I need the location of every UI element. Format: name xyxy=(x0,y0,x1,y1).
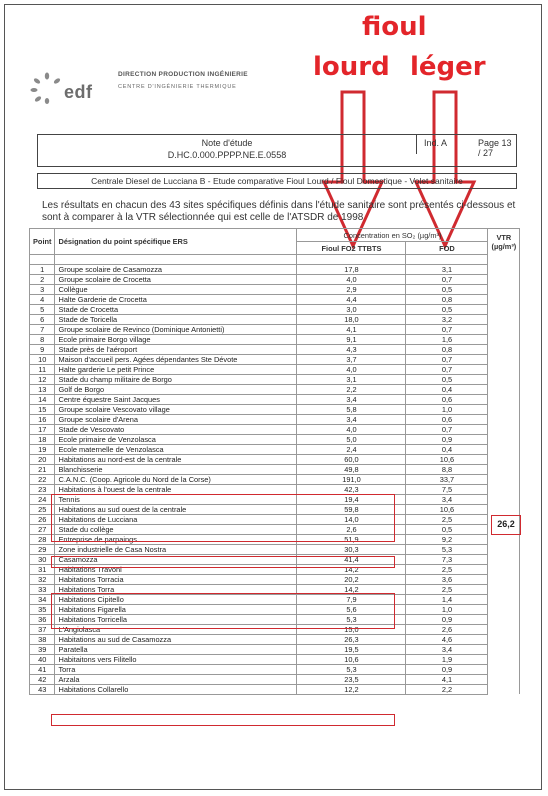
vtr-cell xyxy=(488,574,520,584)
designation-cell: Golf de Borgo xyxy=(55,384,297,394)
point-cell: 35 xyxy=(30,604,55,614)
table-row xyxy=(30,394,520,404)
fo2-value-cell: 26,3 xyxy=(297,634,406,644)
table-row xyxy=(30,284,520,294)
fo2-value-cell: 41,4 xyxy=(297,554,406,564)
fo2-value-cell: 2,4 xyxy=(297,444,406,454)
point-cell: 7 xyxy=(30,324,55,334)
vtr-cell xyxy=(488,274,520,284)
fod-value-cell: 10,6 xyxy=(406,454,488,464)
fo2-value-cell: 4,0 xyxy=(297,364,406,374)
fod-value-cell: 2,6 xyxy=(406,624,488,634)
fod-value-cell: 10,6 xyxy=(406,504,488,514)
fo2-value-cell: 4,1 xyxy=(297,324,406,334)
fo2-value-cell: 14,2 xyxy=(297,584,406,594)
fo2-value-cell: 20,2 xyxy=(297,574,406,584)
fod-value-cell: 3,4 xyxy=(406,644,488,654)
vtr-cell xyxy=(488,464,520,474)
fo2-value-cell: 5,0 xyxy=(297,434,406,444)
table-row xyxy=(30,304,520,314)
table-row xyxy=(30,574,520,584)
designation-cell: Ecole maternelle de Venzolasca xyxy=(55,444,297,454)
fod-value-cell: 4,6 xyxy=(406,634,488,644)
point-cell: 29 xyxy=(30,544,55,554)
fod-value-cell: 0,5 xyxy=(406,284,488,294)
point-cell: 6 xyxy=(30,314,55,324)
header-concentration: Concentration en SO₂ (µg/m³) xyxy=(297,229,488,242)
designation-cell: Arzala xyxy=(55,674,297,684)
fo2-value-cell: 42,3 xyxy=(297,484,406,494)
note-header xyxy=(37,134,517,167)
designation-cell: Groupe scolaire Vescovato village xyxy=(55,404,297,414)
annotation-leger: léger xyxy=(410,52,486,82)
designation-cell: Torra xyxy=(55,664,297,674)
header-divider xyxy=(416,135,417,154)
point-cell: 24 xyxy=(30,494,55,504)
annotation-lourd: lourd xyxy=(313,52,390,82)
point-cell: 14 xyxy=(30,394,55,404)
table-row xyxy=(30,544,520,554)
fod-value-cell: 0,4 xyxy=(406,384,488,394)
vtr-value-box: 26,2 xyxy=(491,515,521,535)
table-row xyxy=(30,264,520,274)
highlight-row-38 xyxy=(51,714,395,726)
point-cell: 37 xyxy=(30,624,55,634)
point-cell: 13 xyxy=(30,384,55,394)
vtr-cell xyxy=(488,644,520,654)
fod-value-cell: 2,2 xyxy=(406,684,488,694)
fo2-value-cell: 49,8 xyxy=(297,464,406,474)
fo2-value-cell: 2,6 xyxy=(297,524,406,534)
vtr-cell xyxy=(488,684,520,694)
fod-value-cell: 4,1 xyxy=(406,674,488,684)
designation-cell: Groupe scolaire de Revinco (Dominique Antonietti) xyxy=(55,324,297,334)
note-title-block xyxy=(38,137,416,161)
designation-cell: Ecole primaire de Venzolasca xyxy=(55,434,297,444)
point-cell: 38 xyxy=(30,634,55,644)
fod-value-cell: 9,2 xyxy=(406,534,488,544)
table-row xyxy=(30,354,520,364)
vtr-cell xyxy=(488,284,520,294)
fo2-value-cell: 59,8 xyxy=(297,504,406,514)
vtr-cell xyxy=(488,394,520,404)
point-cell: 31 xyxy=(30,564,55,574)
table-row xyxy=(30,294,520,304)
fod-value-cell: 8,8 xyxy=(406,464,488,474)
vtr-cell xyxy=(488,654,520,664)
table-row xyxy=(30,274,520,284)
fod-value-cell: 0,8 xyxy=(406,344,488,354)
vtr-cell xyxy=(488,324,520,334)
fo2-value-cell: 30,3 xyxy=(297,544,406,554)
designation-cell: Habitations Travoni xyxy=(55,564,297,574)
point-cell: 43 xyxy=(30,684,55,694)
table-row xyxy=(30,314,520,324)
document-subject: Centrale Diesel de Lucciana B - Etude comparative Fioul Lourd / Fioul Domestique - Volet sanitaire xyxy=(37,173,517,189)
point-cell: 11 xyxy=(30,364,55,374)
point-cell: 4 xyxy=(30,294,55,304)
designation-cell: Centre équestre Saint Jacques xyxy=(55,394,297,404)
vtr-cell xyxy=(488,304,520,314)
vtr-cell xyxy=(488,534,520,544)
designation-cell: Stade du champ militaire de Borgo xyxy=(55,374,297,384)
point-cell: 26 xyxy=(30,514,55,524)
point-cell: 28 xyxy=(30,534,55,544)
designation-cell: Ecole primaire Borgo village xyxy=(55,334,297,344)
header-vtr: VTR (µg/m³) xyxy=(488,229,520,255)
table-row xyxy=(30,484,520,494)
fod-value-cell: 1,9 xyxy=(406,654,488,664)
fod-value-cell: 3,6 xyxy=(406,574,488,584)
fod-value-cell: 3,1 xyxy=(406,264,488,274)
table-row xyxy=(30,414,520,424)
fo2-value-cell: 5,8 xyxy=(297,404,406,414)
fo2-value-cell: 4,4 xyxy=(297,294,406,304)
point-cell: 5 xyxy=(30,304,55,314)
vtr-cell xyxy=(488,264,520,274)
fo2-value-cell: 18,0 xyxy=(297,314,406,324)
point-cell: 17 xyxy=(30,424,55,434)
fod-value-cell: 0,7 xyxy=(406,424,488,434)
designation-cell: Habitations Collarello xyxy=(55,684,297,694)
table-row xyxy=(30,384,520,394)
point-cell: 34 xyxy=(30,594,55,604)
fod-value-cell: 0,7 xyxy=(406,274,488,284)
vtr-cell xyxy=(488,494,520,504)
designation-cell: Habitations Torracia xyxy=(55,574,297,584)
org-direction: DIRECTION PRODUCTION INGÉNIERIE xyxy=(118,71,248,78)
index-label: Ind. A xyxy=(424,138,448,148)
fod-value-cell: 1,6 xyxy=(406,334,488,344)
fod-value-cell: 0,9 xyxy=(406,434,488,444)
point-cell: 10 xyxy=(30,354,55,364)
designation-cell: Halte Garderie de Crocetta xyxy=(55,294,297,304)
fo2-value-cell: 3,0 xyxy=(297,304,406,314)
designation-cell: Habitations Torra xyxy=(55,584,297,594)
point-cell: 25 xyxy=(30,504,55,514)
fo2-value-cell: 9,1 xyxy=(297,334,406,344)
point-cell: 8 xyxy=(30,334,55,344)
table-row xyxy=(30,464,520,474)
fod-value-cell: 0,8 xyxy=(406,294,488,304)
fo2-value-cell: 23,5 xyxy=(297,674,406,684)
fo2-value-cell: 17,8 xyxy=(297,264,406,274)
designation-cell: C.A.N.C. (Coop. Agricole du Nord de la Corse) xyxy=(55,474,297,484)
point-cell: 32 xyxy=(30,574,55,584)
fo2-value-cell: 3,4 xyxy=(297,394,406,404)
designation-cell: Habitations de Lucciana xyxy=(55,514,297,524)
point-cell: 15 xyxy=(30,404,55,414)
vtr-cell xyxy=(488,484,520,494)
fo2-value-cell: 12,2 xyxy=(297,684,406,694)
table-row xyxy=(30,344,520,354)
point-cell: 2 xyxy=(30,274,55,284)
point-cell: 21 xyxy=(30,464,55,474)
designation-cell: Habitations au nord-est de la centrale xyxy=(55,454,297,464)
point-cell: 20 xyxy=(30,454,55,464)
fod-value-cell: 0,4 xyxy=(406,444,488,454)
point-cell: 27 xyxy=(30,524,55,534)
table-row xyxy=(30,664,520,674)
fod-value-cell: 0,9 xyxy=(406,614,488,624)
designation-cell: Halte garderie Le petit Prince xyxy=(55,364,297,374)
table-row xyxy=(30,634,520,644)
fod-value-cell: 7,3 xyxy=(406,554,488,564)
fo2-value-cell: 19,4 xyxy=(297,494,406,504)
fod-value-cell: 0,7 xyxy=(406,364,488,374)
designation-cell: Habitaitons vers Filitello xyxy=(55,654,297,664)
fo2-value-cell: 15,0 xyxy=(297,624,406,634)
vtr-cell xyxy=(488,554,520,564)
fod-value-cell: 0,7 xyxy=(406,354,488,364)
table-row xyxy=(30,374,520,384)
vtr-cell xyxy=(488,634,520,644)
table-row xyxy=(30,434,520,444)
fod-value-cell: 0,5 xyxy=(406,524,488,534)
fod-value-cell: 0,6 xyxy=(406,394,488,404)
vtr-cell xyxy=(488,604,520,614)
vtr-cell xyxy=(488,444,520,454)
fod-value-cell: 2,5 xyxy=(406,514,488,524)
highlight-rows-28-30 xyxy=(51,593,395,629)
fo2-value-cell: 7,9 xyxy=(297,594,406,604)
fo2-value-cell: 3,4 xyxy=(297,414,406,424)
vtr-cell xyxy=(488,504,520,514)
point-cell: 19 xyxy=(30,444,55,454)
designation-cell: Stade de Vescovato xyxy=(55,424,297,434)
note-reference: D.HC.0.000.PPPP.NE.E.0558 xyxy=(167,150,287,160)
table-row xyxy=(30,324,520,334)
vtr-cell xyxy=(488,454,520,464)
designation-cell: Habitations Cipitello xyxy=(55,594,297,604)
fo2-value-cell: 60,0 xyxy=(297,454,406,464)
table-row xyxy=(30,644,520,654)
fo2-value-cell: 2,2 xyxy=(297,384,406,394)
point-cell: 30 xyxy=(30,554,55,564)
designation-cell: Habitations au sud ouest de la centrale xyxy=(55,504,297,514)
vtr-cell xyxy=(488,564,520,574)
vtr-cell xyxy=(488,314,520,324)
point-cell: 41 xyxy=(30,664,55,674)
designation-cell: Stade près de l'aéroport xyxy=(55,344,297,354)
point-cell: 42 xyxy=(30,674,55,684)
designation-cell: Stade de Crocetta xyxy=(55,304,297,314)
edf-logo-icon xyxy=(30,72,64,104)
point-cell: 22 xyxy=(30,474,55,484)
vtr-cell xyxy=(488,474,520,484)
header-fo2: Fioul FO2 TTBTS xyxy=(297,242,406,255)
fod-value-cell: 33,7 xyxy=(406,474,488,484)
fod-value-cell: 1,0 xyxy=(406,404,488,414)
fo2-value-cell: 3,7 xyxy=(297,354,406,364)
fo2-value-cell: 19,5 xyxy=(297,644,406,654)
designation-cell: Entreprise de parpaings xyxy=(55,534,297,544)
vtr-cell xyxy=(488,334,520,344)
vtr-cell xyxy=(488,374,520,384)
fod-value-cell: 0,6 xyxy=(406,414,488,424)
designation-cell: Blanchisserie xyxy=(55,464,297,474)
table-row xyxy=(30,454,520,464)
header-fod: FOD xyxy=(406,242,488,255)
table-spacer-row xyxy=(30,255,520,265)
designation-cell: Stade du collège xyxy=(55,524,297,534)
point-cell: 16 xyxy=(30,414,55,424)
table-row xyxy=(30,684,520,694)
fod-value-cell: 0,5 xyxy=(406,304,488,314)
designation-cell: Tennis xyxy=(55,494,297,504)
fod-value-cell: 3,2 xyxy=(406,314,488,324)
fo2-value-cell: 191,0 xyxy=(297,474,406,484)
org-centre: CENTRE D'INGÉNIERIE THERMIQUE xyxy=(118,84,237,90)
vtr-cell xyxy=(488,664,520,674)
fod-value-cell: 0,9 xyxy=(406,664,488,674)
arrow-down-icon-lourd xyxy=(318,90,388,250)
vtr-cell xyxy=(488,614,520,624)
point-cell: 12 xyxy=(30,374,55,384)
designation-cell: Paratella xyxy=(55,644,297,654)
fod-value-cell: 0,7 xyxy=(406,324,488,334)
vtr-cell xyxy=(488,364,520,374)
vtr-cell xyxy=(488,434,520,444)
fo2-value-cell: 5,3 xyxy=(297,664,406,674)
vtr-cell xyxy=(488,584,520,594)
point-cell: 33 xyxy=(30,584,55,594)
fod-value-cell: 3,4 xyxy=(406,494,488,504)
vtr-cell xyxy=(488,674,520,684)
highlight-rows-20-23 xyxy=(51,494,395,542)
designation-cell: Habitations Torricella xyxy=(55,614,297,624)
point-cell: 40 xyxy=(30,654,55,664)
table-row xyxy=(30,444,520,454)
vtr-cell xyxy=(488,544,520,554)
fod-value-cell: 2,5 xyxy=(406,564,488,574)
designation-cell: L'Angiolasca xyxy=(55,624,297,634)
vtr-cell xyxy=(488,624,520,634)
point-cell: 18 xyxy=(30,434,55,444)
table-row xyxy=(30,404,520,414)
fod-value-cell: 5,3 xyxy=(406,544,488,554)
designation-cell: Maison d'accueil pers. Agées dépendantes Ste Dévote xyxy=(55,354,297,364)
arrow-down-icon-leger xyxy=(410,90,480,250)
page-number: Page 13 / 27 xyxy=(478,138,512,158)
fo2-value-cell: 14,0 xyxy=(297,514,406,524)
fod-value-cell: 2,5 xyxy=(406,584,488,594)
highlight-row-25 xyxy=(51,556,395,568)
designation-cell: Habitations à l'ouest de la centrale xyxy=(55,484,297,494)
annotation-fioul: fioul xyxy=(362,12,427,42)
vtr-cell xyxy=(488,594,520,604)
designation-cell: Casamozza xyxy=(55,554,297,564)
table-header-row xyxy=(30,229,520,242)
point-cell: 9 xyxy=(30,344,55,354)
point-cell: 23 xyxy=(30,484,55,494)
fo2-value-cell: 5,3 xyxy=(297,614,406,624)
intro-paragraph: Les résultats en chacun des 43 sites spécifiques définis dans l'étude sanitaire sont présentés ci-dessous et sont à comparer à la VTR sélectionnée qui est celle de l'ATSDR de 1998 xyxy=(42,200,516,223)
fo2-value-cell: 51,9 xyxy=(297,534,406,544)
vtr-cell xyxy=(488,344,520,354)
vtr-cell xyxy=(488,414,520,424)
header-designation: Désignation du point spécifique ERS xyxy=(55,229,297,255)
fo2-value-cell: 5,6 xyxy=(297,604,406,614)
fo2-value-cell: 4,3 xyxy=(297,344,406,354)
fod-value-cell: 0,5 xyxy=(406,374,488,384)
designation-cell: Groupe scolaire de Casamozza xyxy=(55,264,297,274)
fo2-value-cell: 2,9 xyxy=(297,284,406,294)
table-row xyxy=(30,424,520,434)
vtr-cell xyxy=(488,424,520,434)
point-cell: 36 xyxy=(30,614,55,624)
fod-value-cell: 1,0 xyxy=(406,604,488,614)
fo2-value-cell: 4,0 xyxy=(297,274,406,284)
designation-cell: Stade de Toricella xyxy=(55,314,297,324)
vtr-cell xyxy=(488,354,520,364)
fod-value-cell: 7,5 xyxy=(406,484,488,494)
table-row xyxy=(30,334,520,344)
table-row xyxy=(30,674,520,684)
vtr-cell xyxy=(488,404,520,414)
edf-wordmark: edf xyxy=(64,82,93,102)
table-row xyxy=(30,474,520,484)
designation-cell: Zone industrielle de Casa Nostra xyxy=(55,544,297,554)
table-body xyxy=(30,264,520,694)
fo2-value-cell: 4,0 xyxy=(297,424,406,434)
fod-value-cell: 1,4 xyxy=(406,594,488,604)
point-cell: 39 xyxy=(30,644,55,654)
note-title: Note d'étude xyxy=(201,138,253,148)
header-point: Point xyxy=(30,229,55,255)
table-row xyxy=(30,654,520,664)
designation-cell: Groupe scolaire de Crocetta xyxy=(55,274,297,284)
fo2-value-cell: 10,6 xyxy=(297,654,406,664)
designation-cell: Habitations au sud de Casamozza xyxy=(55,634,297,644)
designation-cell: Groupe scolaire d'Arena xyxy=(55,414,297,424)
table-row xyxy=(30,364,520,374)
point-cell: 3 xyxy=(30,284,55,294)
designation-cell: Habitations Figarella xyxy=(55,604,297,614)
point-cell: 1 xyxy=(30,264,55,274)
fo2-value-cell: 14,2 xyxy=(297,564,406,574)
fo2-value-cell: 3,1 xyxy=(297,374,406,384)
edf-logo xyxy=(30,68,120,108)
vtr-cell xyxy=(488,384,520,394)
vtr-cell xyxy=(488,294,520,304)
designation-cell: Collègue xyxy=(55,284,297,294)
